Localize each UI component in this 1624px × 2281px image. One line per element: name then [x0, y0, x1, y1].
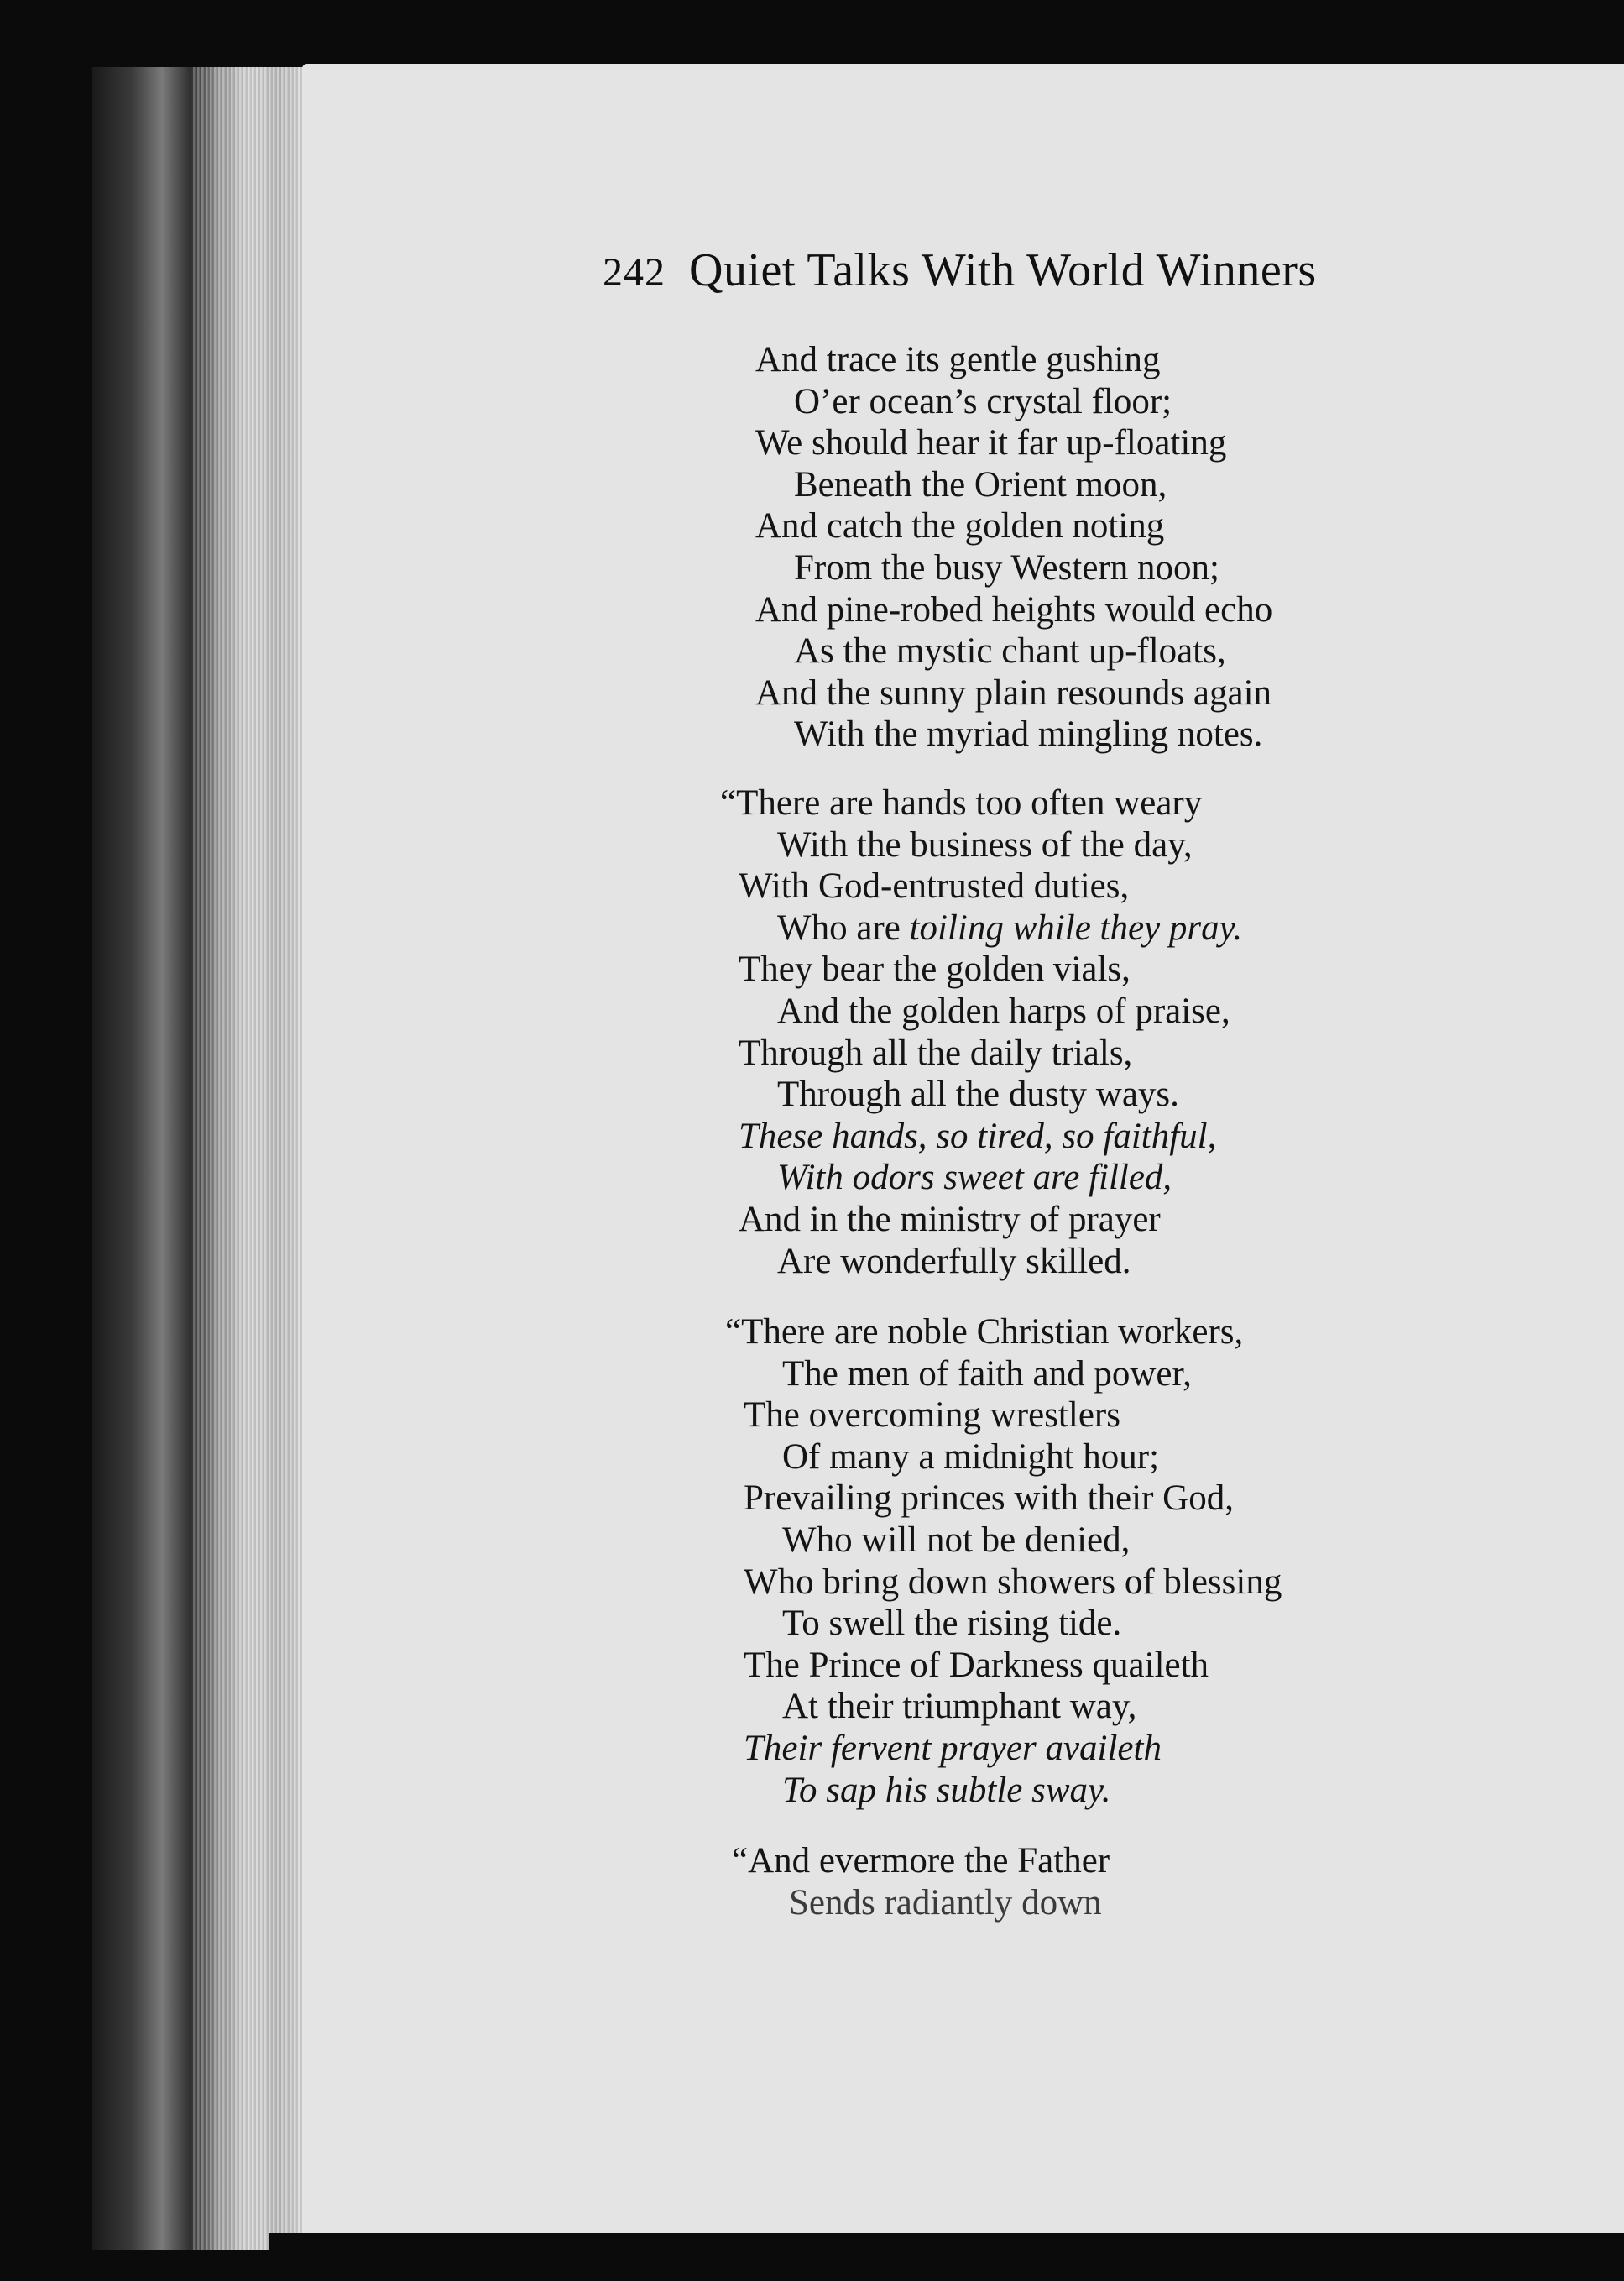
poem-line: These hands, so tired, so faithful, — [739, 1116, 1217, 1156]
poem-line: To swell the rising tide. — [782, 1604, 1122, 1644]
poem-line-italic: toiling while they pray. — [909, 908, 1243, 948]
poem-line: Sends radiantly down — [789, 1882, 1102, 1923]
poem-line: And pine-robed heights would echo — [755, 589, 1273, 630]
poem-stanza — [720, 782, 1243, 1282]
poem-line: Their fervent prayer availeth — [744, 1728, 1162, 1768]
poem-line: At their triumphant way, — [782, 1687, 1137, 1727]
page-edge-texture — [193, 67, 311, 2250]
poem-line: With God-entrusted duties, — [739, 866, 1130, 907]
poem-line: With the myriad mingling notes. — [794, 714, 1263, 755]
poem-line: “There are hands too often weary — [720, 783, 1203, 823]
poem-stanza — [725, 1311, 1282, 1811]
poem-line: Beneath the Orient moon, — [794, 464, 1167, 505]
poem-line: Through all the dusty ways. — [777, 1075, 1179, 1115]
poem-line: And catch the golden noting — [755, 506, 1165, 547]
poem-line: Who bring down showers of blessing — [744, 1562, 1282, 1602]
bottom-shadow — [269, 2233, 1624, 2281]
poem-line: Through all the daily trials, — [739, 1033, 1133, 1073]
page-header — [603, 243, 1317, 297]
poem-line: “And evermore the Father — [732, 1841, 1110, 1881]
poem-line: With odors sweet are filled, — [777, 1158, 1172, 1198]
poem-line: From the busy Western noon; — [794, 547, 1219, 588]
poem-line: And in the ministry of prayer — [739, 1199, 1161, 1239]
poem-line: The men of faith and power, — [782, 1353, 1192, 1394]
poem-line: O’er ocean’s crystal floor; — [794, 381, 1172, 421]
poem-line: We should hear it far up-floating — [755, 423, 1227, 463]
poem-line: And the sunny plain resounds again — [755, 672, 1272, 713]
poem-line: Of many a midnight hour; — [782, 1436, 1160, 1477]
poem-line: With the business of the day, — [777, 824, 1193, 865]
poem-stanza — [755, 339, 1272, 756]
poem-line: They bear the golden vials, — [739, 950, 1131, 990]
poem-line — [739, 908, 1242, 950]
poem-line-roman: Who are — [777, 908, 910, 948]
poem-line: And the golden harps of praise, — [777, 991, 1230, 1031]
poem-line: Prevailing princes with their God, — [744, 1478, 1234, 1519]
poem-line: “There are noble Christian workers, — [725, 1312, 1244, 1352]
poem-line: And trace its gentle gushing — [755, 340, 1161, 379]
poem-stanza — [732, 1840, 1110, 1923]
poem-line: Are wonderfully skilled. — [777, 1241, 1131, 1281]
poem-line: As the mystic chant up-floats, — [794, 631, 1226, 672]
page-number: 242 — [603, 250, 666, 295]
poem-line: The overcoming wrestlers — [744, 1395, 1120, 1436]
poem-line: Who will not be denied, — [782, 1520, 1131, 1560]
running-head: Quiet Talks With World Winners — [689, 244, 1317, 296]
poem-line: To sap his subtle sway. — [782, 1770, 1111, 1810]
poem-line: The Prince of Darkness quaileth — [744, 1645, 1209, 1685]
